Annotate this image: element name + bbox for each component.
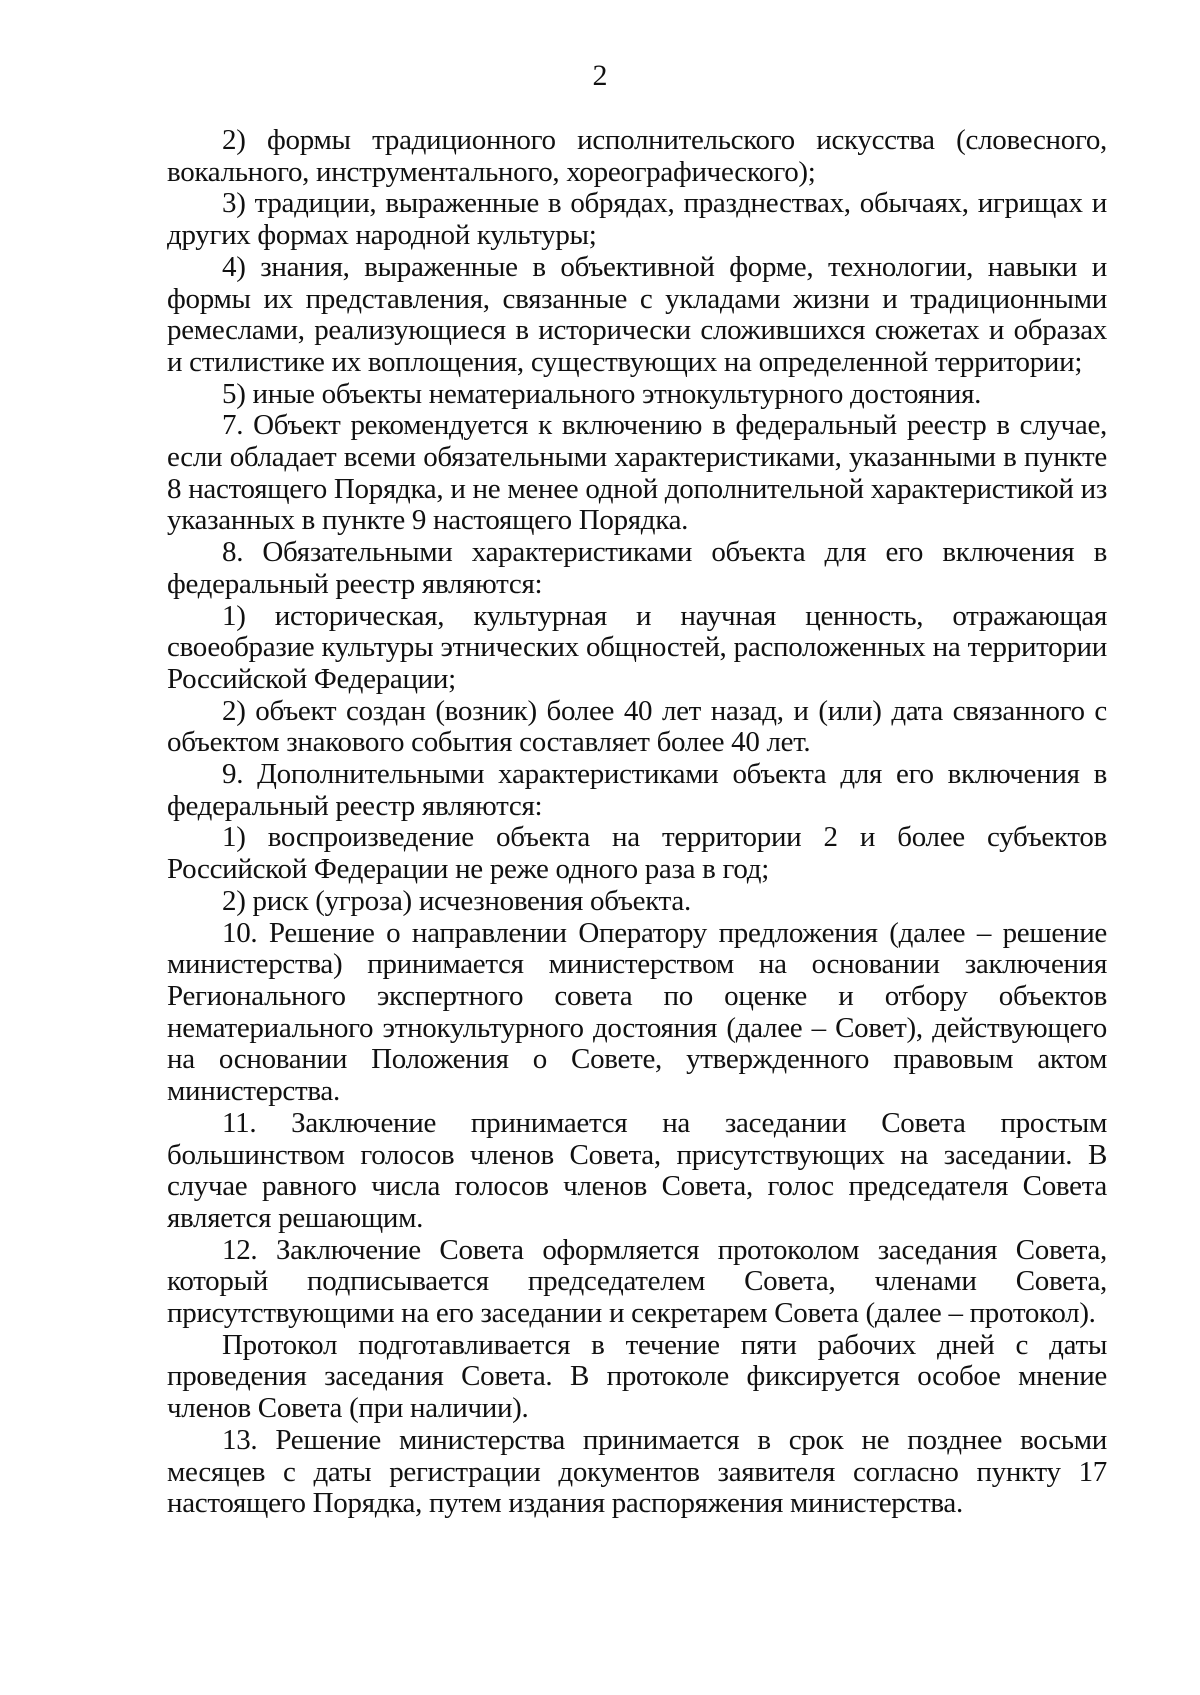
document-body (167, 125, 1107, 1520)
paragraph-item-3-traditions: 3) традиции, выраженные в обрядах, празднествах, обычаях, игрищах и других формах народной культуры; (167, 187, 1107, 252)
paragraph-item-5-other-objects: 5) иные объекты нематериального этнокультурного достояния. (222, 377, 982, 410)
paragraph-clause-13: 13. Решение министерства принимается в срок не позднее восьми месяцев с даты регистрации документов заявителя согласно пункту 17 настоящего Порядка, путем издания распоряжения министерства. (167, 1423, 1107, 1520)
paragraph-item-4-knowledge: 4) знания, выраженные в объективной форме, технологии, навыки и формы их представления, связанные с укладами жизни и традиционными ремеслами, реализующиеся в исторически сложившихся сюжетах и образах и стилистике их воплощения, существующих на определенной территории; (167, 250, 1107, 378)
paragraph-clause-9: 9. Дополнительными характеристиками объекта для его включения в федеральный реестр являются: (167, 758, 1107, 822)
paragraph-clause-8-item-1: 1) историческая, культурная и научная ценность, отражающая своеобразие культуры этнических общностей, расположенных на территории Российской Федерации; (167, 599, 1107, 695)
paragraph-clause-12: 12. Заключение Совета оформляется протоколом заседания Совета, который подписывается председателем Совета, членами Совета, присутствующими на его заседании и секретарем Совета (далее – протокол). (167, 1233, 1107, 1330)
paragraph-item-2-performing-arts: 2) формы традиционного исполнительского искусства (словесного, вокального, инструментального, хореографического); (167, 124, 1107, 188)
paragraph-clause-8: 8. Обязательными характеристиками объекта для его включения в федеральный реестр являются: (167, 536, 1107, 600)
paragraph-clause-11: 11. Заключение принимается на заседании Совета простым большинством голосов членов Совета, присутствующих на заседании. В случае равного числа голосов членов Совета, голос председателя Совета является решающим. (167, 1106, 1107, 1234)
paragraph-clause-9-item-1: 1) воспроизведение объекта на территории 2 и более субъектов Российской Федерации не реже одного раза в год; (167, 821, 1107, 886)
paragraph-clause-8-item-2: 2) объект создан (возник) более 40 лет назад, и (или) дата связанного с объектом знакового события составляет более 40 лет. (167, 694, 1107, 759)
paragraph-clause-9-item-2: 2) риск (угроза) исчезновения объекта. (222, 884, 691, 917)
paragraph-clause-10: 10. Решение о направлении Оператору предложения (далее – решение министерства) принимается министерством на основании заключения Регионального экспертного совета по оценке и отбору объектов нематериального этнокультурного достояния (далее – Совет), действующего на основании Положения о Совете, утвержденного правовым актом министерства. (167, 916, 1107, 1108)
page-number: 2 (592, 59, 608, 92)
paragraph-clause-7: 7. Объект рекомендуется к включению в федеральный реестр в случае, если обладает всеми обязательными характеристиками, указанными в пункте 8 настоящего Порядка, и не менее одной дополнительной характеристикой из указанных в пункте 9 настоящего Порядка. (167, 409, 1107, 537)
paragraph-protocol: Протокол подготавливается в течение пяти рабочих дней с даты проведения заседания Совета. В протоколе фиксируется особое мнение членов Совета (при наличии). (167, 1328, 1107, 1425)
